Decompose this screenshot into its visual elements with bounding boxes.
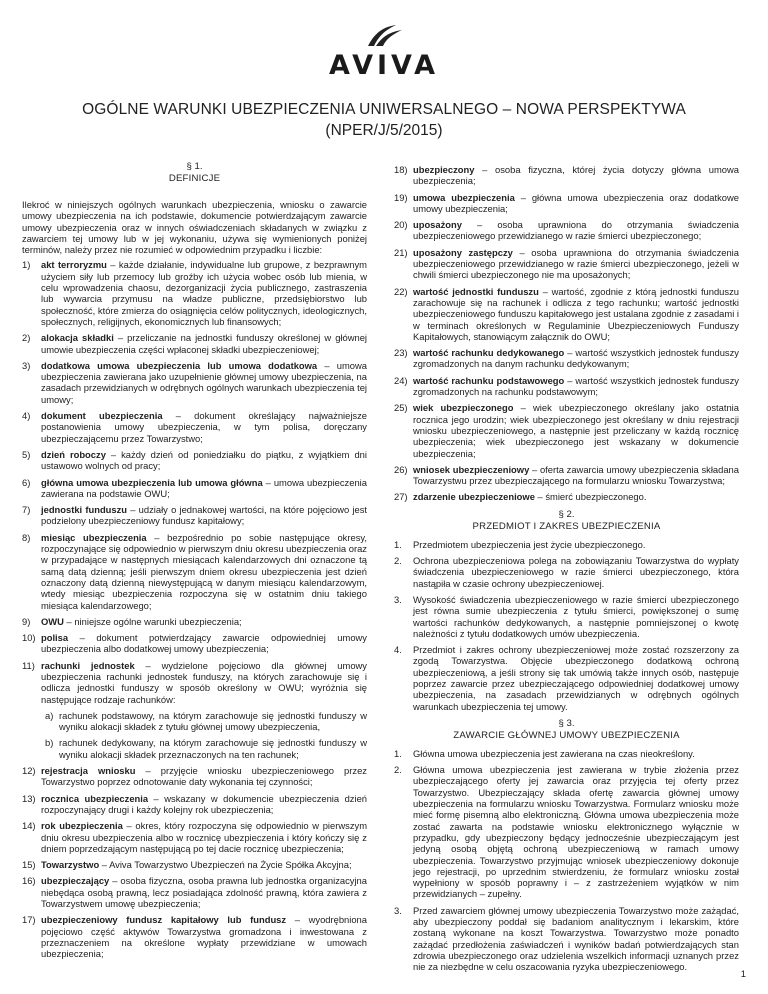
definition-term: zdarzenie ubezpieczeniowe — [413, 491, 535, 503]
definition-text: – niniejsze ogólne warunki ubezpieczenia; — [63, 615, 242, 627]
definition-item — [22, 632, 367, 655]
definition-text: – bezpośrednio po sobie następujące okresy, rozpoczynające się odpowiednio w pierwszym dniu okresu ubezpieczenia oraz w przypadające w następnych miesiącach kalendarzowych dni oznaczone tą samą datą dzienną; jeśli pierwszym dniem okresu ubezpieczenia jest dzień oznaczony datą dzienną niewystępującą w danym miesiącu kalendarzowym, wtedy miesiąc ubezpieczenia rozpoczyna się w ostatnim dniu takiego miesiąca kalendarzowego; — [41, 531, 367, 611]
definitions-list-continued — [394, 164, 739, 503]
clause-text: Przedmiotem ubezpieczenia jest życie ubezpieczonego. — [413, 538, 646, 550]
definition-text: – wartość wszystkich jednostek funduszy zgromadzonych na rachunku podstawowym; — [413, 374, 739, 398]
definition-term: ubezpieczający — [41, 875, 110, 887]
definition-item — [22, 360, 367, 405]
definition-term: miesiąc ubezpieczenia — [41, 531, 147, 543]
definition-item — [394, 402, 739, 458]
clause-number: 2. — [394, 764, 402, 776]
definition-number: 21) — [394, 246, 408, 258]
right-column — [394, 164, 739, 978]
definition-item — [22, 332, 367, 355]
section-1-intro: Ilekroć w niniejszych ogólnych warunkach ubezpieczenia, wniosku o zawarcie umowy ubezpieczenia na ich podstawie, dokumencie potwierdzającym zawarcie umowy ubezpieczenia oraz w innych oświadczeniach składanych w związku z zawarciem tej umowy lub w jej wykonaniu, używa się wymienionych poniżej terminów, należy przez nie rozumieć w odpowiednim przypadku i liczbie: — [22, 199, 367, 256]
definition-item — [22, 259, 367, 327]
definition-number: 9) — [22, 615, 31, 627]
definition-number: 25) — [394, 402, 408, 414]
clause-item — [394, 748, 739, 759]
definition-text: – dokument potwierdzający zawarcie odpowiedniej umowy ubezpieczenia albo dodatkowej umowy ubezpieczenia; — [41, 632, 367, 655]
logo — [0, 14, 768, 104]
clause-number: 1. — [394, 538, 402, 550]
definition-number: 15) — [22, 859, 36, 871]
definition-number: 4) — [22, 410, 31, 422]
definitions-list — [22, 259, 367, 959]
definition-text: – oferta zawarcia umowy ubezpieczenia składana Towarzystwu przez ubezpieczającego na formularzu wniosku Towarzystwa; — [413, 463, 739, 487]
definition-number: 13) — [22, 792, 36, 804]
page-number: 1 — [740, 969, 746, 980]
clause-number: 3. — [394, 593, 402, 605]
definition-term: umowa ubezpieczenia — [413, 191, 515, 203]
definition-number: 7) — [22, 504, 31, 516]
definition-text: – przyjęcie wniosku ubezpieczeniowego przez Towarzystwo poprzez odnotowanie daty wykonania tej czynności; — [41, 765, 367, 788]
definition-term: akt terroryzmu — [41, 259, 107, 271]
definition-item — [22, 875, 367, 909]
clause-item — [394, 539, 739, 550]
definition-number: 3) — [22, 359, 31, 371]
definition-number: 19) — [394, 191, 408, 203]
definition-term: rok ubezpieczenia — [41, 820, 123, 832]
definition-item — [394, 464, 739, 487]
definition-item — [22, 914, 367, 959]
definition-term: OWU — [41, 615, 64, 627]
definition-number: 27) — [394, 491, 408, 503]
definition-text: – wydzielone pojęciowo dla głównej umowy ubezpieczenia rachunki jednostek funduszy, na których zarachowuje się i odlicza jednostki funduszy w sposób określony w OWU; wyróżnia się następujące rodzaje rachunków: — [41, 659, 367, 705]
definition-number: 2) — [22, 332, 31, 344]
definition-term: ubezpieczeniowy fundusz kapitałowy lub fundusz — [41, 914, 287, 926]
definition-term: wiek ubezpieczonego — [413, 402, 514, 414]
definition-number: 16) — [22, 875, 36, 887]
section-3-title: ZAWARCIE GŁÓWNEJ UMOWY UBEZPIECZENIA — [453, 729, 680, 741]
definition-item — [394, 219, 739, 242]
clause-number: 2. — [394, 555, 402, 567]
document-code: (NPER/J/5/2015) — [325, 122, 443, 139]
clause-text: Wysokość świadczenia ubezpieczeniowego w razie śmierci ubezpieczonego jest równa sumie ubezpieczenia z tytułu śmierci, powiększonej o sumę wartości rachunków dedykowanych, a następnie pomniejszonej o kwotę należności z tytułu dodatkowych umów ubezpieczenia. — [413, 593, 739, 639]
definition-item — [394, 192, 739, 215]
clause-item — [394, 764, 739, 900]
definition-number: 23) — [394, 347, 408, 359]
definition-item — [394, 347, 739, 370]
section-3-list — [394, 748, 739, 973]
clause-item — [394, 555, 739, 589]
clause-text: Ochrona ubezpieczeniowa polega na zobowiązaniu Towarzystwa do wypłaty świadczenia ubezpieczeniowego w razie śmierci ubezpieczonego, która nastąpiła w czasie ochrony ubezpieczeniowej. — [413, 555, 739, 589]
definition-text: – główna umowa ubezpieczenia oraz dodatkowe umowy ubezpieczenia; — [413, 191, 739, 214]
definition-item — [394, 286, 739, 342]
subitem-text: rachunek podstawowy, na którym zarachowuje się jednostki funduszy w wyniku alokacji składek z tytułu głównej umowy ubezpieczenia, — [59, 709, 367, 733]
definition-number: 8) — [22, 531, 31, 543]
subitem-letter: a) — [45, 709, 54, 721]
definition-term: wartość rachunku dedykowanego — [413, 347, 565, 359]
section-1-title: DEFINICJE — [168, 173, 221, 184]
definition-text: – umowa ubezpieczenia zawierana jako uzupełnienie głównej umowy ubezpieczenia, na zasadach przewidzianych w odrębnych ogólnych warunkach ubezpieczenia tej umowy; — [41, 359, 367, 405]
section-3-number: § 3. — [558, 717, 575, 729]
definition-number: 26) — [394, 463, 408, 475]
definition-text: – Aviva Towarzystwo Ubezpieczeń na Życie Spółka Akcyjna; — [99, 859, 352, 871]
brand-name: AVIVA — [329, 50, 439, 81]
left-column — [22, 155, 367, 965]
clause-text: Przed zawarciem głównej umowy ubezpieczenia Towarzystwo może zażądać, aby ubezpieczony poddał się badaniom analitycznym i lekarskim, które zostaną wykonane na koszt Towarzystwa. Towarzystwo może ponadto zażądać przedłożenia zaświadczeń i wyników badań potwierdzających stan zdrowia ubezpieczonego oraz udzielenia wszelkich informacji uznanych przez nie za niezbędne w celu oszacowania ryzyka ubezpieczeniowego. — [413, 904, 739, 973]
definition-sublist — [41, 710, 367, 760]
definition-number: 18) — [394, 164, 408, 175]
definition-text: – każde działanie, indywidualne lub grupowe, z bezprawnym użyciem siły lub przemocy lub groźby ich użycia wobec osób lub mienia, w celu wprowadzenia chaosu, dezorganizacji życia publicznego, zastraszenia lub wywarcia przymusu na władze publiczne, przedsiębiorstwo lub społeczność, które zmierza do osiągnięcia celów politycznych, ideologicznych, społecznych, religijnych, ekonomicznych lub finansowych; — [41, 259, 367, 327]
definition-text: – wskazany w dokumencie ubezpieczenia dzień rozpoczynający drugi i każdy kolejny rok ubezpieczenia; — [41, 792, 367, 815]
definition-item — [22, 410, 367, 444]
definition-text: – osoba fizyczna, osoba prawna lub jednostka organizacyjna niebędąca osobą prawną, lecz posiadająca zdolność prawną, która zawiera z Towarzystwem umowę ubezpieczenia; — [41, 875, 367, 910]
definition-term: dokument ubezpieczenia — [41, 410, 163, 422]
clause-number: 3. — [394, 904, 402, 916]
definition-subitem — [41, 710, 367, 733]
definition-item — [22, 477, 367, 500]
definition-term: uposażony — [413, 219, 462, 231]
definition-text: – osoba uprawniona do otrzymania świadczenia ubezpieczeniowego przewidzianego w razie śmierci ubezpieczonego; — [413, 219, 739, 242]
definition-text: – okres, który rozpoczyna się odpowiednio w pierwszym dniu okresu ubezpieczenia albo w rocznicę ubezpieczenia i który kończy się z dniem poprzedzającym następującą po tej dacie rocznicę ubezpieczenia; — [41, 820, 367, 854]
definition-term: dodatkowa umowa ubezpieczenia lub umowa dodatkowa — [41, 359, 318, 371]
definition-number: 22) — [394, 285, 408, 297]
clause-item — [394, 644, 739, 712]
definition-number: 5) — [22, 448, 31, 460]
definition-term: główna umowa ubezpieczenia lub umowa główna — [41, 476, 263, 488]
definition-item — [394, 247, 739, 281]
clause-text: Główna umowa ubezpieczenia jest zawierana na czas nieokreślony. — [413, 747, 695, 759]
definition-item — [22, 859, 367, 870]
definition-term: Towarzystwo — [41, 859, 100, 871]
definition-item — [394, 491, 739, 502]
definition-item — [394, 164, 739, 187]
definition-text: – wiek ubezpieczonego określany jako ostatnia rocznica jego urodzin; wiek ubezpieczonego jest określany w dniu rejestracji wniosku ubezpieczeniowego, a następnie jest przeliczany w każdą rocznicę ubezpieczenia; wiek ubezpieczonego jest wskazany w dokumencie ubezpieczenia; — [413, 402, 739, 459]
subitem-text: rachunek dedykowany, na którym zarachowuje się jednostki funduszy w wyniku alokacji składek przeznaczonych na ten rachunek; — [59, 737, 367, 760]
section-1-number: § 1. — [186, 161, 203, 172]
definition-item — [22, 793, 367, 816]
definition-term: rocznica ubezpieczenia — [41, 792, 149, 804]
definition-number: 17) — [22, 914, 36, 926]
clause-text: Przedmiot i zakres ochrony ubezpieczeniowej może zostać rozszerzony za zgodą Towarzystwa. Objęcie ubezpieczonego dodatkową ochroną ubezpieczeniową, a jeśli strony się tak umówią także innych osób, następuje poprzez zawarcie przez ubezpieczającego odpowiedniej dodatkowej umowy ubezpieczenia, na zasadach przewidzianych w odrębnych ogólnych warunkach ubezpieczenia tej umowy. — [413, 644, 739, 712]
subitem-letter: b) — [45, 737, 54, 749]
definition-item — [22, 660, 367, 760]
definition-text: – wartość, zgodnie z którą jednostki funduszu zarachowuje się na rachunek i odlicza z tego rachunku; wartość jednostki ubezpieczeniowego funduszu kapitałowego jest ustalana zgodnie z zasadami i w terminach określonych w Regulaminie Ubezpieczeniowych Funduszy Kapitałowych, stanowiącym załącznik do OWU; — [413, 285, 739, 342]
definition-number: 20) — [394, 219, 408, 231]
definition-term: wartość jednostki funduszu — [413, 285, 539, 297]
definition-text: – udziały o jednakowej wartości, na które pojęciowo jest podzielony ubezpieczeniowy fundusz kapitałowy; — [41, 504, 368, 527]
aviva-logo-icon — [362, 22, 406, 48]
definition-term: rachunki jednostek — [41, 659, 135, 671]
definition-term: wniosek ubezpieczeniowy — [413, 463, 530, 475]
definition-text: – każdy dzień od poniedziałku do piątku, z wyjątkiem dni ustawowo wolnych od pracy; — [41, 448, 367, 472]
definition-text: – wyodrębniona pojęciowo część aktywów Towarzystwa gromadzona i inwestowana z przeznaczeniem na określone wypłaty przewidziane w umowach ubezpieczenia; — [41, 914, 367, 960]
definition-term: wartość rachunku podstawowego — [413, 374, 565, 386]
definition-item — [22, 532, 367, 611]
section-2-number: § 2. — [558, 508, 575, 520]
clause-item — [394, 905, 739, 973]
definition-number: 14) — [22, 820, 36, 832]
definition-item — [22, 504, 367, 527]
definition-text: – przeliczanie na jednostki funduszy określonej w głównej umowie ubezpieczenia części wpłaconej składki ubezpieczeniowej; — [41, 332, 367, 355]
definition-item — [394, 375, 739, 398]
clause-number: 1. — [394, 747, 402, 759]
definition-number: 6) — [22, 476, 31, 488]
definition-subitem — [41, 737, 367, 760]
definition-term: polisa — [41, 632, 69, 644]
definition-text: – umowa ubezpieczenia zawierana na podstawie OWU; — [41, 476, 367, 499]
definition-text: – śmierć ubezpieczonego. — [534, 491, 647, 503]
definition-text: – osoba fizyczna, której życia dotyczy główna umowa ubezpieczenia; — [413, 164, 739, 187]
definition-term: uposażony zastępczy — [413, 246, 513, 258]
definition-number: 11) — [22, 659, 35, 671]
clause-text: Główna umowa ubezpieczenia jest zawierana w trybie złożenia przez ubezpieczającego oferty jej zawarcia oraz przyjęcia tej oferty przez Towarzystwo. Ubezpieczający składa ofertę zawarcia głównej umowy ubezpieczenia na formularzu wniosku Towarzystwa. Formularz wniosku może mieć formę pisemną albo elektroniczną. Główna umowa ubezpieczenia może zostać zawarta na podstawie wniosku elektronicznego wyłącznie w przypadku, gdy ubezpieczony będący jednocześnie ubezpieczającym jest jedyną osobą objętą ochroną ubezpieczeniową w ramach umowy ubezpieczenia. Towarzystwo przyjmując wniosek ubezpieczeniowy dokonuje jego rejestracji, po uprzednim stwierdzeniu, że formularz wniosku został wypełniony w sposób poprawny i – z zastrzeżeniem wyjątków w nim przewidzianych – zupełny. — [413, 764, 739, 900]
definition-term: alokacja składki — [41, 332, 114, 344]
definition-number: 1) — [22, 259, 31, 271]
section-2-title: PRZEDMIOT I ZAKRES UBEZPIECZENIA — [472, 520, 661, 532]
definition-term: ubezpieczony — [413, 164, 475, 175]
definition-number: 12) — [22, 765, 36, 777]
definition-item — [22, 616, 367, 627]
clause-item — [394, 594, 739, 639]
definition-item — [22, 449, 367, 472]
definition-term: rejestracja wniosku — [41, 765, 136, 777]
definition-text: – osoba uprawniona do otrzymania świadczenia ubezpieczeniowego przewidzianego w razie śmierci ubezpieczonego, jeżeli w chwili śmierci ubezpieczonego nie ma uposażonych; — [413, 246, 739, 281]
definition-number: 24) — [394, 374, 408, 386]
definition-item — [22, 820, 367, 854]
definition-text: – dokument określający najważniejsze postanowienia umowy ubezpieczenia, w tym polisa, doręczany ubezpieczającemu przez Towarzystwo; — [41, 410, 367, 444]
section-2-list — [394, 539, 739, 712]
definition-number: 10) — [22, 632, 36, 644]
definition-term: dzień roboczy — [41, 448, 106, 460]
definition-item — [22, 765, 367, 788]
document-title: OGÓLNE WARUNKI UBEZPIECZENIA UNIWERSALNEGO – NOWA PERSPEKTYWA — [82, 101, 686, 118]
definition-term: jednostki funduszu — [41, 504, 128, 516]
definition-text: – wartość wszystkich jednostek funduszy zgromadzonych na danym rachunku dedykowanym; — [413, 347, 739, 370]
clause-number: 4. — [394, 644, 402, 656]
